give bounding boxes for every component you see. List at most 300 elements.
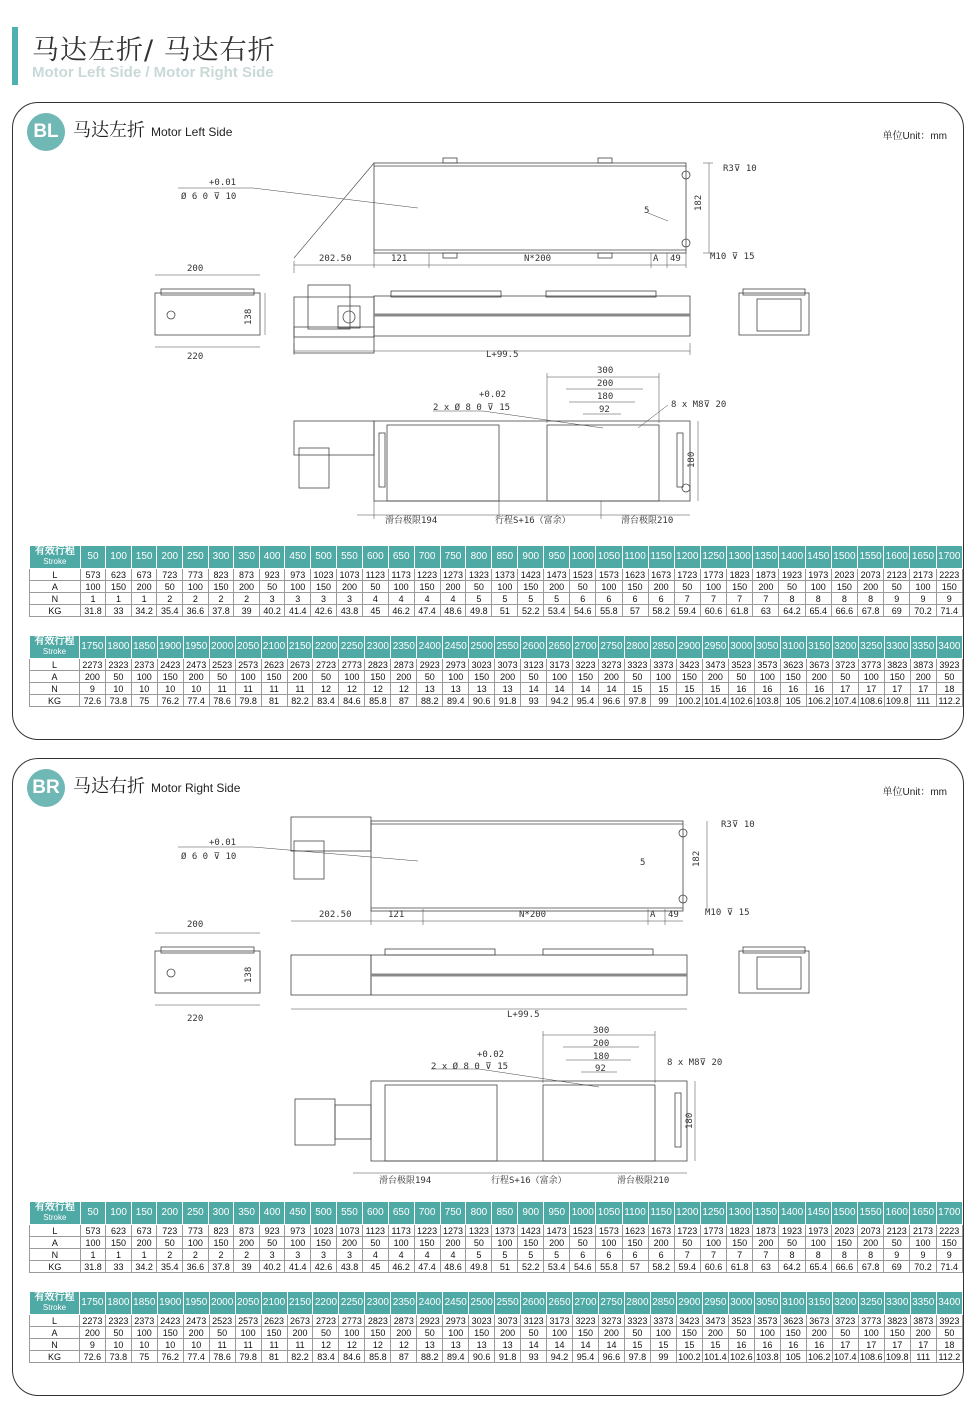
value-cell: 57 [622,1261,648,1273]
value-cell: 37.8 [208,1261,234,1273]
value-cell: 12 [365,683,391,695]
value-cell: 50 [936,671,962,683]
row-label-cell: L [30,1315,80,1327]
stroke-cell: 1550 [858,546,884,569]
stroke-cell: 2650 [547,636,573,659]
value-cell: 85.8 [365,1351,391,1363]
value-cell: 78.6 [209,1351,235,1363]
motor-base [294,327,374,353]
end-view-right [739,947,809,993]
value-cell: 112.2 [936,1351,962,1363]
value-cell: 14 [547,1339,573,1351]
value-cell: 50 [674,1237,700,1249]
value-cell: 5 [466,1249,492,1261]
value-cell: 14 [521,1339,547,1351]
dim-r3: R3⊽ 10 [723,164,757,174]
value-cell: 71.4 [936,605,962,617]
value-cell: 13 [495,683,521,695]
technical-drawing [13,759,963,1199]
stroke-cell: 50 [80,1202,106,1225]
value-cell: 102.6 [730,1351,753,1362]
section-badge: BL [27,113,65,151]
value-cell: 150 [518,581,544,593]
value-cell: 103.8 [756,1351,779,1362]
value-cell: 9 [79,683,105,695]
dim-200-slide: 200 [597,379,614,389]
value-cell: 1773 [700,1225,726,1237]
value-cell: 93 [521,1351,547,1363]
table-row [30,1315,963,1327]
stroke-table-1 [29,1201,963,1273]
value-cell: 50 [884,581,910,593]
value-cell: 2923 [417,1315,443,1327]
value-cell: 109.8 [886,1351,909,1362]
value-cell: 100 [910,1237,936,1249]
motor-bottom [295,1099,335,1145]
value-cell: 51 [492,1261,518,1273]
value-cell: 100.2 [678,695,701,706]
value-cell: 8 [805,1249,831,1261]
table-row [30,695,963,707]
value-cell: 2073 [858,569,884,581]
value-cell: 17 [832,1339,858,1351]
stroke-cell: 1350 [753,546,779,569]
dim-92: 92 [599,405,610,415]
dim-300: 300 [593,1026,610,1036]
value-cell: 12 [391,1339,417,1351]
value-cell: 2823 [365,659,391,671]
value-cell: 69 [884,1261,910,1273]
stroke-cell: 1650 [910,546,936,569]
value-cell: 150 [157,671,183,683]
value-cell: 72.6 [79,1351,105,1363]
value-cell: 88.2 [417,1351,443,1363]
value-cell: 2773 [339,659,365,671]
stroke-cell: 2300 [365,636,391,659]
value-cell: 79.8 [235,695,261,707]
value-cell: 50 [313,1327,339,1339]
value-cell: 34.2 [131,1261,157,1273]
value-cell: 40.2 [259,1261,285,1273]
value-cell: 17 [910,683,936,695]
value-cell: 200 [910,1327,936,1339]
value-cell: 3323 [624,659,650,671]
value-cell: 50 [832,671,858,683]
value-cell: 2273 [79,659,105,671]
value-cell: 84.6 [339,1351,365,1363]
dim-m8: 8 x M8⊽ 20 [667,1058,723,1068]
value-cell: 100 [285,1237,311,1249]
value-cell: 33 [106,605,132,617]
value-cell: 9 [936,593,962,605]
value-cell: 96.6 [598,695,624,707]
value-cell: 53.4 [544,1261,570,1273]
stroke-cell: 1750 [79,1292,105,1315]
value-cell: 50 [259,1237,285,1249]
value-cell: 13 [417,683,443,695]
value-cell: 47.4 [414,605,440,617]
value-cell: 100 [805,1237,831,1249]
value-cell: 150 [676,1327,702,1339]
value-cell: 84.6 [339,695,365,707]
value-cell: 35.4 [157,605,183,617]
dim-n200: N*200 [519,910,547,920]
value-cell: 59.4 [674,1261,700,1273]
value-cell: 150 [622,1237,648,1249]
value-cell: 14 [573,1339,599,1351]
stroke-cell: 1500 [831,1202,857,1225]
stroke-cell: 800 [466,546,492,569]
row-label-cell: KG [30,1351,80,1363]
value-cell: 106.2 [808,695,831,706]
stroke-cell: 2800 [624,636,650,659]
value-cell: 100 [596,1237,622,1249]
value-cell: 2423 [157,659,183,671]
value-cell: 3023 [469,659,495,671]
value-cell: 14 [547,683,573,695]
dim-5: 5 [644,206,650,216]
value-cell: 14 [598,1339,624,1351]
row-label-cell: KG [30,605,81,617]
stroke-cell: 3350 [910,636,936,659]
value-cell: 5 [544,593,570,605]
value-cell: 200 [183,671,209,683]
value-cell: 3823 [884,1315,910,1327]
value-cell: 3773 [858,659,884,671]
front-view [294,291,690,355]
value-cell: 71.4 [936,1261,962,1273]
stroke-cell: 700 [414,546,440,569]
dim-200-slide: 200 [593,1039,610,1049]
value-cell: 87 [391,1351,417,1363]
value-cell: 3123 [521,659,547,671]
value-cell: 2723 [313,1315,339,1327]
value-cell: 11 [235,1339,261,1351]
value-cell: 76.2 [157,1351,183,1363]
value-cell: 2823 [365,1315,391,1327]
value-cell: 13 [443,683,469,695]
value-cell: 923 [259,1225,285,1237]
value-cell: 150 [884,1327,910,1339]
value-cell: 200 [234,1237,260,1249]
value-cell: 200 [337,581,363,593]
value-cell: 200 [287,1327,313,1339]
value-cell: 10 [105,1339,131,1351]
value-cell: 61.8 [727,605,753,617]
stroke-cell: 1400 [779,1202,805,1225]
value-cell: 150 [622,581,648,593]
dim-220: 220 [187,1014,204,1024]
stroke-cell: 1400 [779,546,805,569]
value-cell: 1273 [440,569,466,581]
dim-180: 180 [597,392,614,402]
stroke-cell: 3100 [780,1292,806,1315]
value-cell: 50 [728,671,754,683]
value-cell: 3073 [495,659,521,671]
slide-limit-left: 滑台极限194 [385,516,438,526]
value-cell: 90.6 [469,1351,495,1363]
value-cell: 33 [106,1261,132,1273]
value-cell: 3223 [573,659,599,671]
stroke-label-cell [30,636,80,659]
stroke-cell: 2000 [209,636,235,659]
row-label-cell: A [30,671,80,683]
value-cell: 13 [469,1339,495,1351]
value-cell: 3273 [598,1315,624,1327]
stroke-cell: 2850 [650,1292,676,1315]
value-cell: 2973 [443,1315,469,1327]
value-cell: 50 [157,1237,183,1249]
value-cell: 200 [440,1237,466,1249]
value-cell: 200 [79,1327,105,1339]
row-label-cell: A [30,1237,81,1249]
value-cell: 1273 [440,1225,466,1237]
value-cell: 73.8 [105,1351,131,1363]
value-cell: 60.6 [700,605,726,617]
value-cell: 2273 [79,1315,105,1327]
value-cell: 9 [910,1249,936,1261]
value-cell: 1923 [779,569,805,581]
value-cell: 2873 [391,1315,417,1327]
slide-left [385,1085,497,1161]
stroke-label-en: Stroke [42,647,67,656]
value-cell: 100 [235,671,261,683]
row-label-cell: L [30,1225,81,1237]
value-cell: 3 [285,1249,311,1261]
stroke-cell: 750 [440,546,466,569]
value-cell: 2723 [313,659,339,671]
value-cell: 50 [157,581,183,593]
value-cell: 82.2 [287,695,313,707]
value-cell: 873 [234,569,260,581]
value-cell: 2673 [287,659,313,671]
value-cell: 1423 [518,1225,544,1237]
value-cell: 2423 [157,1315,183,1327]
value-cell: 4 [388,593,414,605]
stroke-cell: 2200 [313,636,339,659]
value-cell: 150 [365,1327,391,1339]
stroke-cell: 2350 [391,1292,417,1315]
value-cell: 200 [806,671,832,683]
value-cell: 58.2 [648,605,674,617]
dim-138: 138 [244,966,254,983]
value-cell: 1 [131,1249,157,1261]
value-cell: 41.4 [285,605,311,617]
value-cell: 105 [780,1351,806,1363]
value-cell: 200 [234,581,260,593]
value-cell: 723 [157,569,183,581]
value-cell: 89.4 [443,695,469,707]
value-cell: 72.6 [79,695,105,707]
stroke-label: 行程S+16（富余） [491,1176,567,1186]
value-cell: 150 [831,581,857,593]
motor-bottom [294,421,374,455]
value-cell: 11 [261,683,287,695]
value-cell: 2873 [391,659,417,671]
stroke-cell: 3200 [832,636,858,659]
value-cell: 45 [362,605,388,617]
value-cell: 200 [391,1327,417,1339]
stroke-cell: 550 [337,1202,363,1225]
value-cell: 94.2 [547,1351,573,1363]
table-row [30,1339,963,1351]
value-cell: 66.6 [831,605,857,617]
dim-a: A [650,910,656,920]
value-cell: 3 [285,593,311,605]
table-row [30,605,963,617]
value-cell: 1823 [727,1225,753,1237]
value-cell: 50 [674,581,700,593]
value-cell: 43.8 [337,1261,363,1273]
value-cell: 823 [208,1225,234,1237]
value-cell: 99 [650,1351,676,1363]
value-cell: 3573 [754,1315,780,1327]
value-cell: 102.6 [730,695,753,706]
value-cell: 1873 [753,569,779,581]
value-cell: 16 [728,1339,754,1351]
value-cell: 10 [183,1339,209,1351]
stroke-cell: 550 [337,546,363,569]
value-cell: 70.2 [910,605,936,617]
value-cell: 3823 [884,659,910,671]
value-cell: 3173 [547,659,573,671]
value-cell: 50 [832,1327,858,1339]
stroke-cell: 650 [388,546,414,569]
row-label-cell: N [30,1249,81,1261]
section-title-en: Motor Right Side [151,781,241,795]
value-cell: 3 [311,1249,337,1261]
value-cell: 200 [858,581,884,593]
value-cell: 91.8 [495,1351,521,1363]
value-cell: 1973 [805,1225,831,1237]
value-cell: 50 [570,581,596,593]
stroke-cell: 400 [259,546,285,569]
value-cell: 100 [443,671,469,683]
table-row [30,1327,963,1339]
stroke-cell: 1100 [622,546,648,569]
value-cell: 150 [261,671,287,683]
value-cell: 773 [183,1225,209,1237]
value-cell: 100 [650,671,676,683]
value-cell: 150 [884,671,910,683]
dim-121: 121 [388,910,405,920]
value-cell: 2 [234,1249,260,1261]
stroke-cell: 2100 [261,636,287,659]
value-cell: 75 [131,1351,157,1363]
dim-138: 138 [244,308,254,325]
value-cell: 100 [183,1237,209,1249]
value-cell: 13 [495,1339,521,1351]
value-cell: 50 [624,671,650,683]
value-cell: 3773 [858,1315,884,1327]
value-cell: 5 [544,1249,570,1261]
value-cell: 573 [80,1225,106,1237]
value-cell: 12 [339,1339,365,1351]
value-cell: 63 [753,605,779,617]
value-cell: 150 [573,671,599,683]
motor-front [291,955,371,995]
table-header-row [30,1292,963,1315]
value-cell: 2023 [831,569,857,581]
dim-121: 121 [391,254,408,264]
value-cell: 4 [414,1249,440,1261]
value-cell: 36.6 [183,605,209,617]
value-cell: 1573 [596,1225,622,1237]
value-cell: 6 [622,593,648,605]
value-cell: 1373 [492,1225,518,1237]
value-cell: 77.4 [183,695,209,707]
value-cell: 48.6 [440,605,466,617]
value-cell: 1823 [727,569,753,581]
dim-tolerance-b: +0.02 [479,390,507,400]
value-cell: 46.2 [388,605,414,617]
value-cell: 3 [337,593,363,605]
stroke-cell: 1250 [700,1202,726,1225]
value-cell: 100 [285,581,311,593]
value-cell: 11 [209,1339,235,1351]
stroke-cell: 2500 [469,636,495,659]
value-cell: 1073 [337,569,363,581]
value-cell: 150 [208,581,234,593]
stroke-cell: 350 [234,1202,260,1225]
value-cell: 3523 [728,659,754,671]
dim-m10: M10 ⊽ 15 [710,252,755,262]
value-cell: 1023 [311,569,337,581]
stroke-cell: 2450 [443,1292,469,1315]
value-cell: 5 [518,593,544,605]
slide-right [543,1085,655,1161]
panel-motor-right [12,758,964,1396]
value-cell: 79.8 [235,1351,261,1363]
stroke-cell: 3350 [910,1292,936,1315]
value-cell: 50 [936,1327,962,1339]
stroke-cell: 3050 [754,1292,780,1315]
dim-200: 200 [187,264,204,274]
stroke-cell: 250 [183,1202,209,1225]
stroke-cell: 450 [285,1202,311,1225]
value-cell: 3873 [910,659,936,671]
value-cell: 150 [936,581,962,593]
value-cell: 85.8 [365,695,391,707]
value-cell: 2 [208,593,234,605]
value-cell: 50 [313,671,339,683]
value-cell: 39 [234,605,260,617]
stroke-cell: 2250 [339,1292,365,1315]
stroke-cell: 100 [106,1202,132,1225]
stroke-cell: 2400 [417,636,443,659]
page-title: 马达左折/ 马达右折 [32,35,276,66]
stroke-cell: 300 [208,546,234,569]
table-row [30,1249,963,1261]
value-cell: 54.6 [570,605,596,617]
value-cell: 9 [936,1249,962,1261]
stroke-cell: 1000 [570,546,596,569]
value-cell: 3323 [624,1315,650,1327]
slide-limit-right: 滑台极限210 [621,516,674,526]
stroke-cell: 2850 [650,636,676,659]
table-row [30,1261,963,1273]
value-cell: 49.8 [466,1261,492,1273]
value-cell: 15 [650,683,676,695]
value-cell: 50 [259,581,285,593]
value-cell: 15 [624,1339,650,1351]
value-cell: 100 [805,581,831,593]
value-cell: 95.4 [573,695,599,707]
stroke-cell: 3000 [728,1292,754,1315]
stroke-cell: 1900 [157,1292,183,1315]
value-cell: 1323 [466,569,492,581]
value-cell: 973 [285,1225,311,1237]
